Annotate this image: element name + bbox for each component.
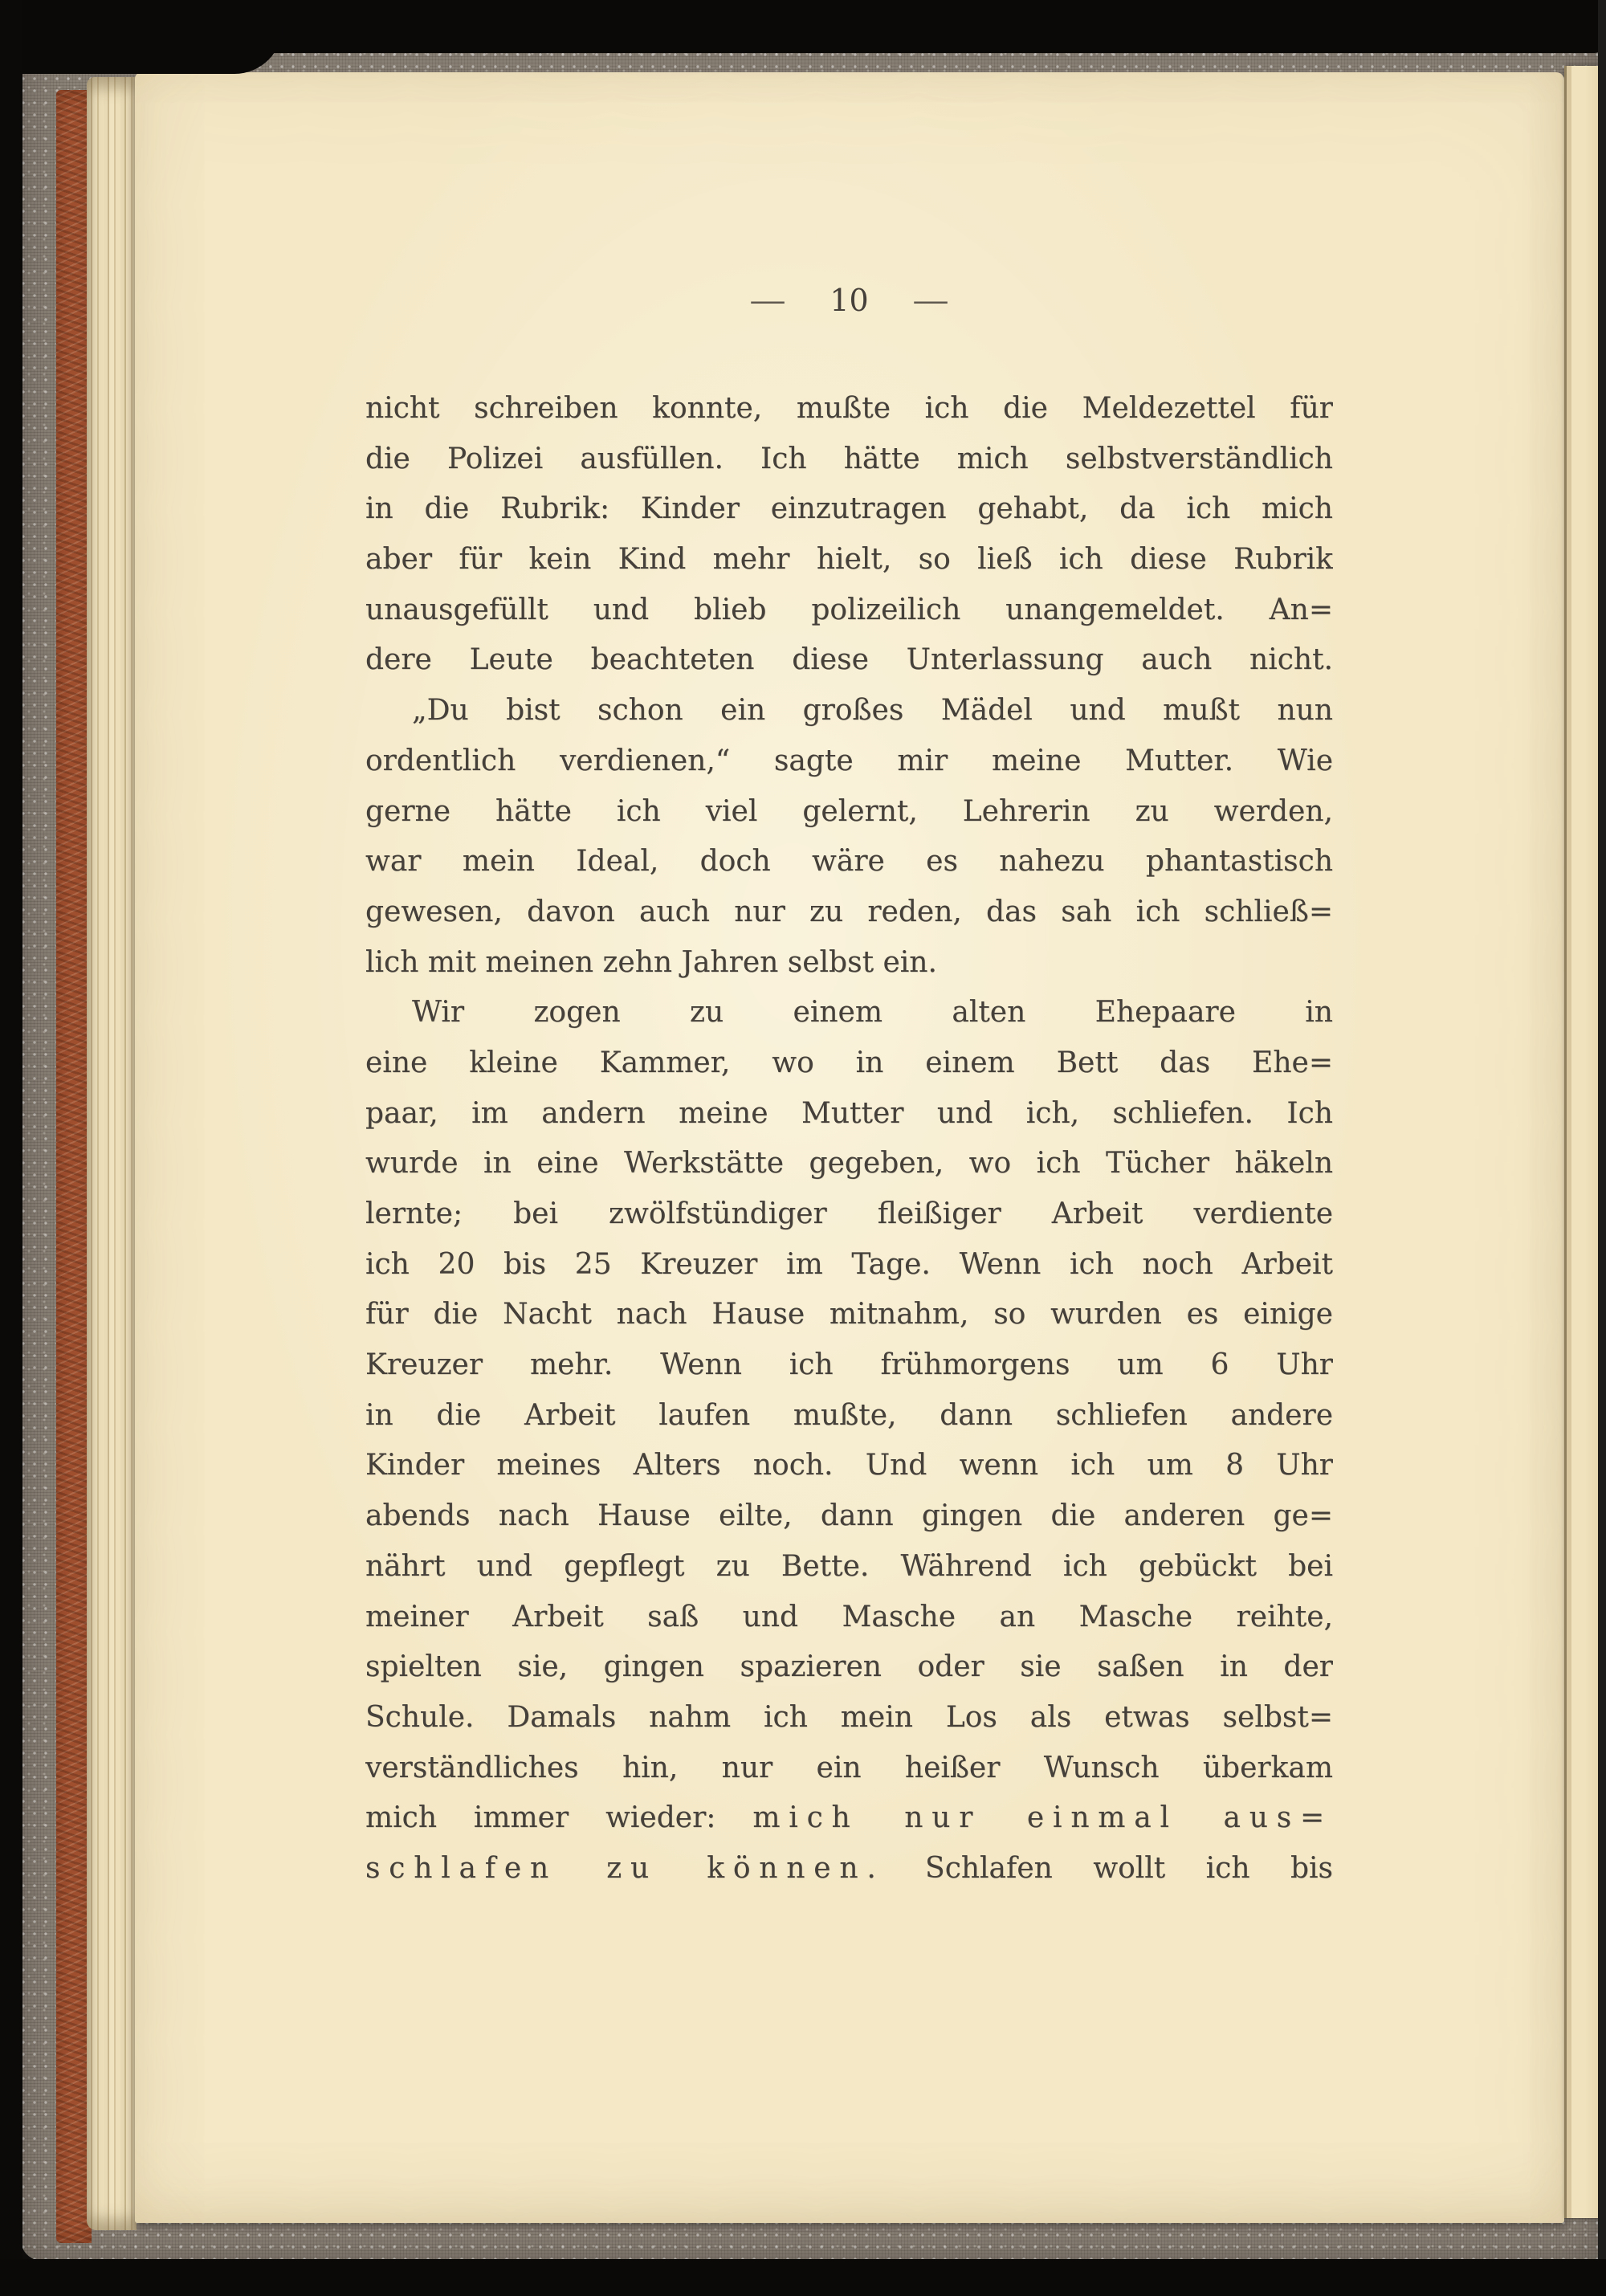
text-segment: „Du bist schon ein großes Mädel und mußt nun <box>412 694 1333 728</box>
text-segment: ich 20 bis 25 Kreuzer im Tage. Wenn ich noch Arbeit <box>365 1247 1333 1281</box>
page-edge-stack <box>87 77 137 2230</box>
text-segment: Kreuzer mehr. Wenn ich frühmorgens um 6 Uhr <box>365 1348 1333 1382</box>
text-line <box>365 1290 1333 1340</box>
page-number <box>365 283 1333 318</box>
text-line <box>365 686 1333 736</box>
text-line <box>365 1089 1333 1140</box>
text-line <box>365 787 1333 838</box>
text-line <box>365 837 1333 887</box>
text-segment: aber für kein Kind mehr hielt, so ließ ich diese Rubrik <box>365 543 1333 577</box>
text-segment: war mein Ideal, doch wäre es nahezu phantastisch <box>365 845 1333 879</box>
text-line <box>365 1642 1333 1693</box>
bottom-backdrop-edge <box>0 2259 1606 2296</box>
text-line <box>365 535 1333 585</box>
page-number-dash-left: — <box>749 283 787 318</box>
text-segment: eine kleine Kammer, wo in einem Bett das Ehe= <box>365 1046 1333 1079</box>
right-backdrop-edge <box>1598 0 1606 2296</box>
text-line <box>365 384 1333 434</box>
text-line <box>365 1844 1333 1894</box>
text-segment: wurde in eine Werkstätte gegeben, wo ich Tücher häkeln <box>365 1147 1333 1181</box>
text-line <box>365 1441 1333 1491</box>
text-line <box>365 1391 1333 1442</box>
text-segment: nicht schreiben konnte, mußte ich die Meldezettel für <box>365 392 1333 425</box>
text-segment: mich immer wieder: <box>365 1801 753 1835</box>
text-segment: Wir zogen zu einem alten Ehepaare in <box>412 996 1333 1030</box>
text-line <box>365 1593 1333 1643</box>
text-line <box>365 1793 1333 1844</box>
page-number-dash-right: — <box>911 283 949 318</box>
text-line <box>365 938 1333 989</box>
text-segment: gerne hätte ich viel gelernt, Lehrerin zu werden, <box>365 794 1333 828</box>
text-segment: in die Arbeit laufen mußte, dann schliefen andere <box>365 1398 1333 1432</box>
text-line <box>365 736 1333 787</box>
text-segment: ordentlich verdienen,“ sagte mir meine Mutter. Wie <box>365 744 1333 777</box>
text-segment: für die Nacht nach Hause mitnahm, so wurden es einige <box>365 1298 1333 1332</box>
text-segment: spielten sie, gingen spazieren oder sie saßen in der <box>365 1650 1333 1684</box>
text-segment: Kinder meines Alters noch. Und wenn ich um 8 Uhr <box>365 1449 1333 1482</box>
text-line <box>365 1743 1333 1794</box>
next-page-edge <box>1564 66 1600 2218</box>
text-line <box>365 1038 1333 1089</box>
text-line <box>365 585 1333 636</box>
text-segment: in die Rubrik: Kinder einzutragen gehabt, da ich mich <box>365 492 1333 526</box>
text-line <box>365 434 1333 485</box>
top-left-cover-board-shadow <box>0 0 283 74</box>
text-line <box>365 988 1333 1038</box>
text-line <box>365 1491 1333 1542</box>
text-line <box>365 635 1333 686</box>
text-segment: lich mit meinen zehn Jahren selbst ein. <box>365 945 937 979</box>
text-segment: abends nach Hause eilte, dann gingen die anderen ge= <box>365 1499 1333 1533</box>
text-segment: meiner Arbeit saß und Masche an Masche reihte, <box>365 1600 1333 1633</box>
text-line <box>365 1340 1333 1391</box>
text-line <box>365 887 1333 938</box>
text-segment: gewesen, davon auch nur zu reden, das sah ich schließ= <box>365 895 1333 928</box>
book-page <box>135 72 1564 2223</box>
letterspaced-emphasis-text: schlafen zu können. <box>365 1851 885 1885</box>
text-line <box>365 1189 1333 1240</box>
text-block <box>365 384 1333 1894</box>
text-line <box>365 1693 1333 1743</box>
text-segment: lernte; bei zwölfstündiger fleißiger Arbeit verdiente <box>365 1197 1333 1230</box>
text-segment: unausgefüllt und blieb polizeilich unangemeldet. An= <box>365 593 1333 626</box>
text-segment: paar, im andern meine Mutter und ich, schliefen. Ich <box>365 1096 1333 1130</box>
text-line <box>365 1542 1333 1593</box>
text-segment: dere Leute beachteten diese Unterlassung auch nicht. <box>365 643 1333 677</box>
letterspaced-emphasis-text: mich nur einmal aus= <box>752 1801 1333 1835</box>
text-segment: nährt und gepflegt zu Bette. Während ich gebückt bei <box>365 1549 1333 1583</box>
page-number-value: 10 <box>829 283 869 318</box>
text-segment: verständliches hin, nur ein heißer Wunsch überkam <box>365 1751 1333 1784</box>
text-line <box>365 1240 1333 1291</box>
left-backdrop-edge <box>0 0 22 2296</box>
text-segment: Schule. Damals nahm ich mein Los als etwas selbst= <box>365 1700 1333 1734</box>
text-segment: Schlafen wollt ich bis <box>884 1851 1333 1885</box>
text-line <box>365 484 1333 535</box>
text-segment: die Polizei ausfüllen. Ich hätte mich selbstverständlich <box>365 442 1333 475</box>
text-line <box>365 1139 1333 1189</box>
